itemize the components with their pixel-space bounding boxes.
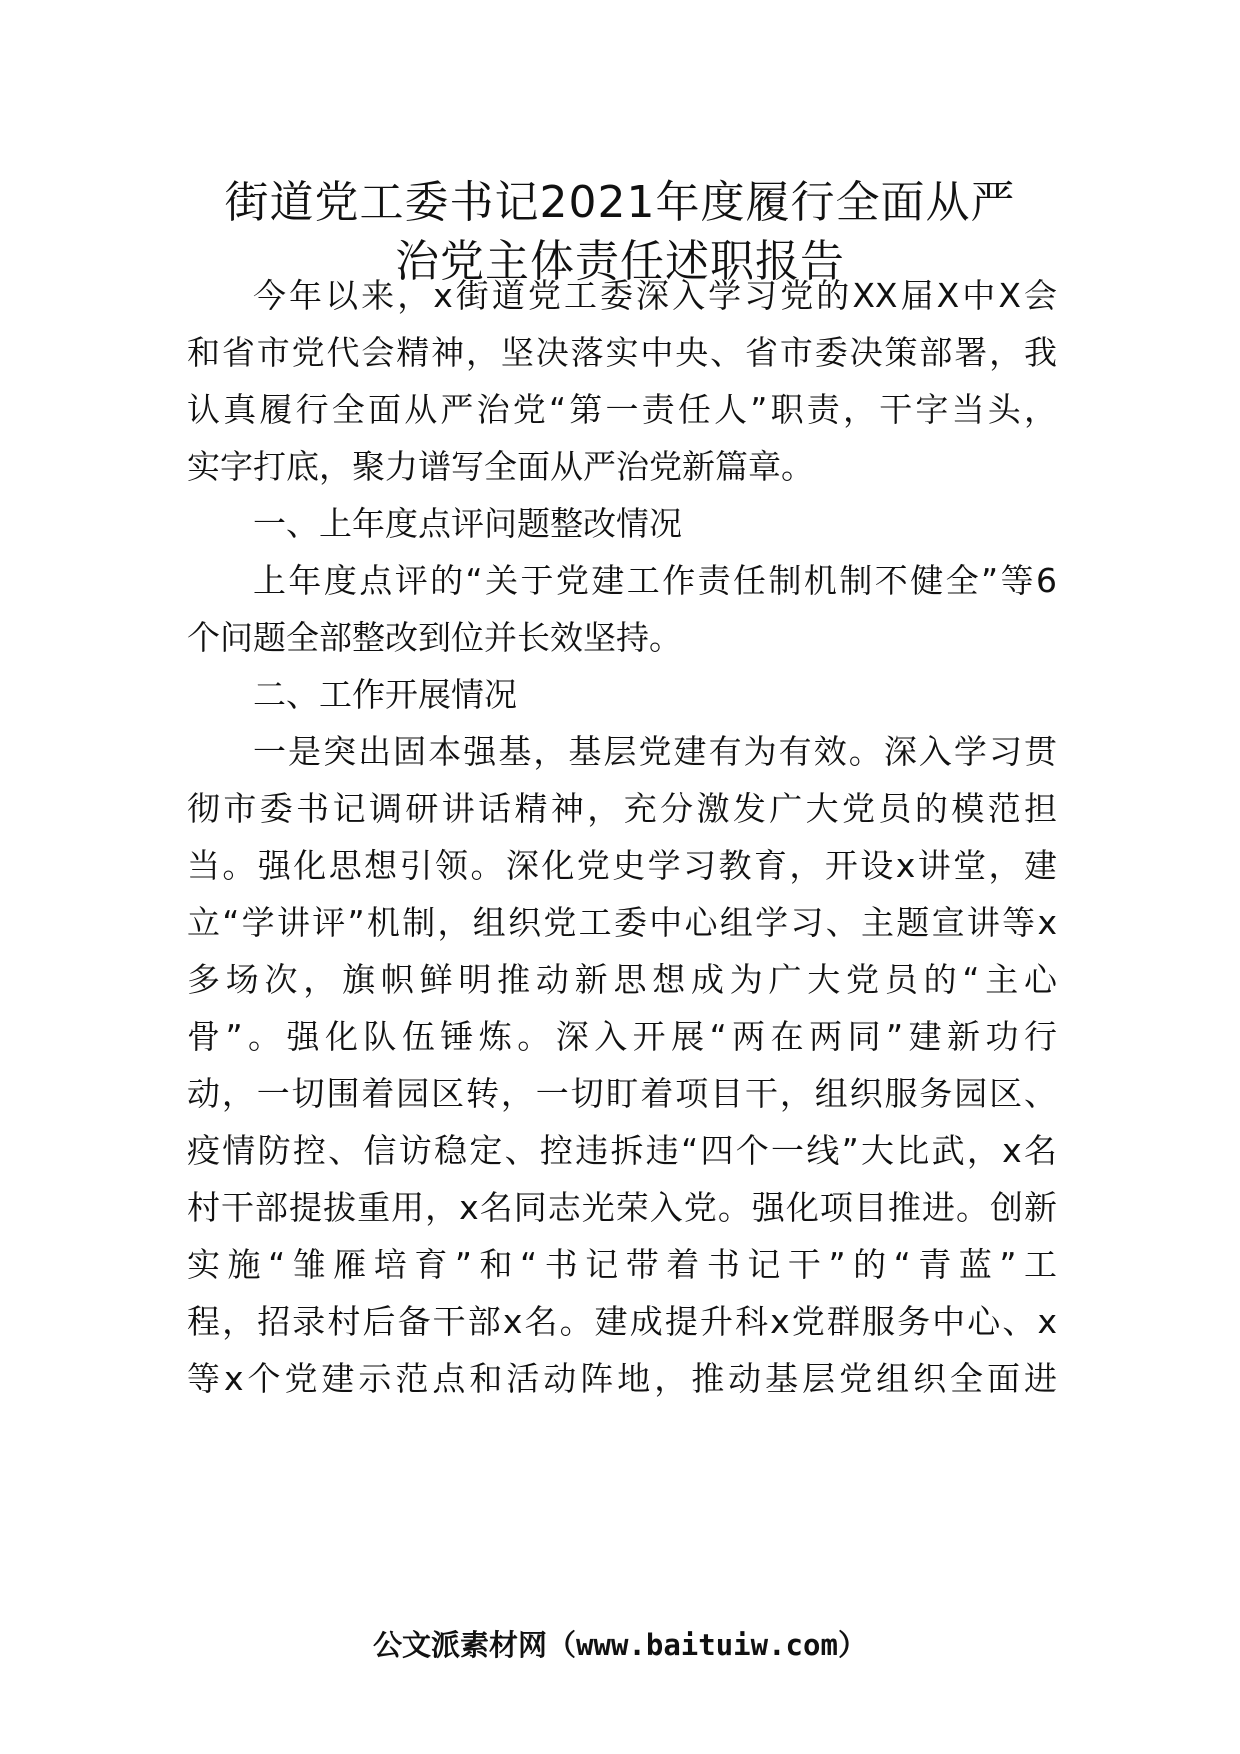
body-line: 多场次，旗帜鲜明推动新思想成为广大党员的“主心: [187, 960, 1057, 999]
body-line: 实字打底，聚力谱写全面从严治党新篇章。: [187, 447, 814, 486]
body-line: 疫情防控、信访稳定、控违拆违“四个一线”大比武，x名: [187, 1131, 1057, 1170]
body-line: 当。强化思想引领。深化党史学习教育，开设x讲堂，建: [187, 846, 1057, 885]
document-title-line-1: 街道党工委书记2021年度履行全面从严: [224, 177, 1016, 228]
body-line: 今年以来，x街道党工委深入学习党的XX届X中X会: [253, 276, 1057, 315]
body-line: 上年度点评的“关于党建工作责任制机制不健全”等6: [253, 561, 1057, 600]
body-line: 骨”。强化队伍锤炼。深入开展“两在两同”建新功行: [187, 1017, 1057, 1056]
body-line: 村干部提拔重用，x名同志光荣入党。强化项目推进。创新: [187, 1188, 1057, 1227]
body-line: 等x个党建示范点和活动阵地，推动基层党组织全面进: [187, 1359, 1057, 1398]
footer-site-name: 公文派素材网: [373, 1628, 548, 1662]
footer-watermark: [0, 1625, 1240, 1665]
body-line: 和省市党代会精神，坚决落实中央、省市委决策部署，我: [187, 333, 1057, 372]
section-heading: 二、工作开展情况: [253, 675, 517, 714]
body-line: 实施“雏雁培育”和“书记带着书记干”的“青蓝”工: [187, 1245, 1057, 1284]
body-line: 个问题全部整改到位并长效坚持。: [187, 618, 682, 657]
section-heading: 一、上年度点评问题整改情况: [253, 504, 682, 543]
body-line: 认真履行全面从严治党“第一责任人”职责，干字当头，: [187, 390, 1057, 429]
document-title-line-2: 治党主体责任述职报告: [395, 236, 845, 287]
body-line: 程，招录村后备干部x名。建成提升科x党群服务中心、x: [187, 1302, 1057, 1341]
body-line: 动，一切围着园区转，一切盯着项目干，组织服务园区、: [187, 1074, 1057, 1113]
body-line: 彻市委书记调研讲话精神，充分激发广大党员的模范担: [187, 789, 1057, 828]
body-line: 一是突出固本强基，基层党建有为有效。深入学习贯: [253, 732, 1057, 771]
body-line: 立“学讲评”机制，组织党工委中心组学习、主题宣讲等x: [187, 903, 1057, 942]
footer-url: （www.baituiw.com）: [547, 1628, 867, 1662]
